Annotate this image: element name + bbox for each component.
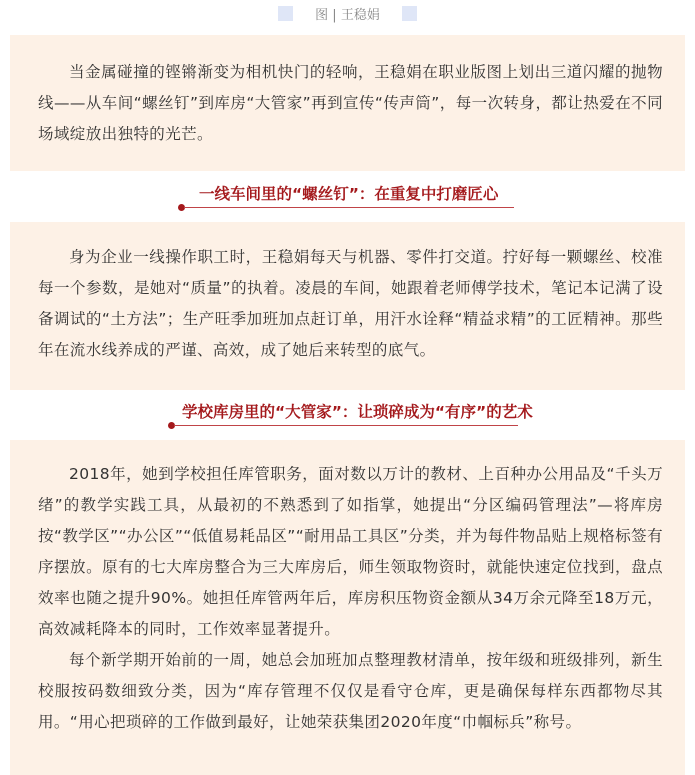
workshop-box bbox=[10, 222, 685, 390]
caption-text: 图 | 王稳娟 bbox=[315, 7, 380, 23]
section-heading-warehouse bbox=[0, 400, 695, 430]
heading-underline bbox=[174, 425, 518, 426]
caption-right-square bbox=[402, 6, 417, 21]
body-paragraph: 每个新学期开始前的一周，她总会加班加点整理教材清单，按年级和班级排列，新生校服按码数细致分类，因为“库存管理不仅仅是看守仓库，更是确保每样东西都物尽其用。“用心把琐碎的工作做到最好，让她荣获集团2020年度“巾帼标兵”称号。 bbox=[38, 651, 663, 731]
image-caption bbox=[0, 4, 695, 22]
body-paragraph: 身为企业一线操作职工时，王稳娟每天与机器、零件打交道。拧好每一颗螺丝、校准每一个参数，是她对“质量”的执着。凌晨的车间，她跟着老师傅学技术，笔记本记满了设备调试的“土方法”；生产旺季加班加点赶订单，用汗水诠释“精益求精”的工匠精神。那些年在流水线养成的严谨、高效，成了她后来转型的底气。 bbox=[38, 248, 663, 359]
section-heading-workshop bbox=[0, 182, 695, 212]
section-title: 学校库房里的“大管家”：让琐碎成为“有序”的艺术 bbox=[182, 403, 533, 421]
body-paragraph: 2018年，她到学校担任库管职务，面对数以万计的教材、上百种办公用品及“千头万绪”的教学实践工具，从最初的不熟悉到了如指掌，她提出“分区编码管理法”—将库房按“教学区”“办公区”“低值易耗品区”“耐用品工具区”分类，并为每件物品贴上规格标签有序摆放。原有的七大库房整合为三大库房后，师生领取物资时，就能快速定位找到，盘点效率也随之提升90%。她担任库管两年后，库房积压物资金额从34万余元降至18万元，高效减耗降本的同时，工作效率显著提升。 bbox=[38, 465, 663, 638]
heading-underline bbox=[184, 207, 514, 208]
caption-left-square bbox=[278, 6, 293, 21]
warehouse-box bbox=[10, 440, 685, 775]
section-title: 一线车间里的“螺丝钉”：在重复中打磨匠心 bbox=[199, 185, 499, 203]
intro-paragraph: 当金属碰撞的铿锵渐变为相机快门的轻响，王稳娟在职业版图上划出三道闪耀的抛物线——从车间“螺丝钉”到库房“大管家”再到宣传“传声筒”，每一次转身，都让热爱在不同场域绽放出独特的光芒。 bbox=[38, 63, 663, 143]
intro-box bbox=[10, 35, 685, 171]
